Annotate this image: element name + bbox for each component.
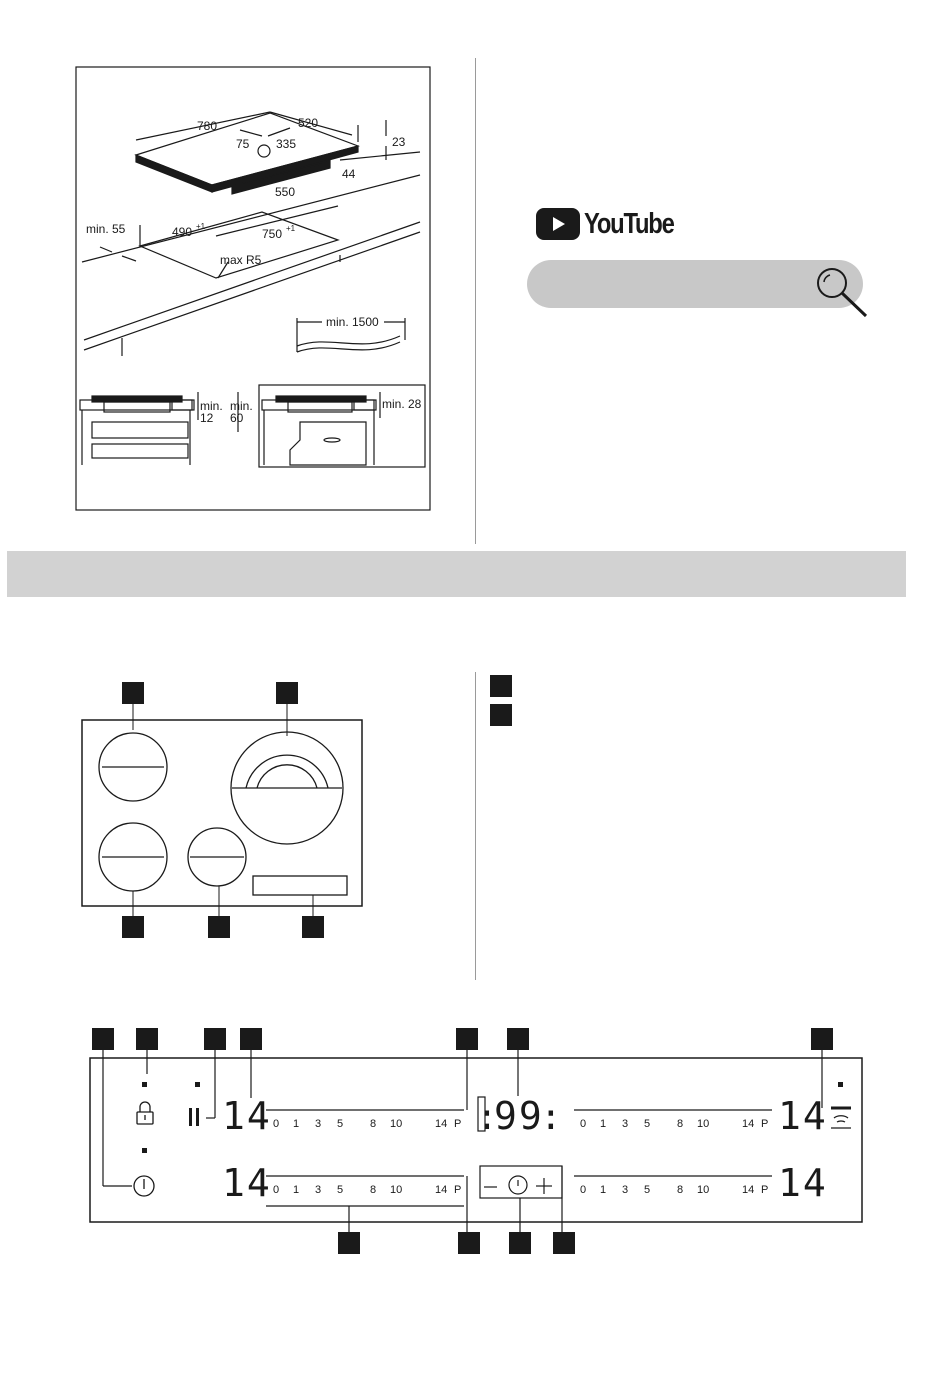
callout-marker <box>122 682 144 704</box>
dim-44: 44 <box>342 167 356 181</box>
column-divider-top <box>475 58 476 544</box>
youtube-logo <box>536 206 693 242</box>
drawing-path <box>837 1121 845 1122</box>
drawing-text: 3 <box>622 1118 629 1130</box>
drawing-polygon <box>290 422 366 465</box>
timer-display-group <box>476 1094 564 1138</box>
drawing-line <box>842 293 866 316</box>
drawing-rect <box>509 1232 531 1254</box>
drawing-text: P <box>454 1184 462 1196</box>
hob-to-hood-icon <box>831 1108 851 1128</box>
drawing-rect <box>136 1028 158 1050</box>
dim-490: 490 <box>172 225 193 239</box>
installation-diagram <box>0 0 470 530</box>
drawing-text: 8 <box>370 1118 377 1130</box>
drawing-text: 1 <box>600 1118 607 1130</box>
dim-min-55: min. 55 <box>86 222 126 236</box>
level-display-top-right: 14 <box>778 1094 828 1138</box>
level-display-bottom-right: 14 <box>778 1161 828 1205</box>
drawing-rect <box>338 1232 360 1254</box>
drawing-text: P <box>761 1184 769 1196</box>
drawing-text: P <box>761 1118 769 1130</box>
drawing-text: 0 <box>580 1118 587 1130</box>
drawing-rect <box>204 1028 226 1050</box>
list-marker <box>490 704 512 726</box>
control-panel-area <box>253 876 347 895</box>
search-input[interactable] <box>547 270 811 300</box>
drawing-g <box>103 1050 822 1186</box>
power-icon <box>134 1176 154 1196</box>
hob-drawing <box>136 112 420 194</box>
power-scale-top-left <box>273 1118 461 1130</box>
power-scale-top-right <box>580 1118 768 1130</box>
drawing-circle <box>818 269 846 297</box>
callout-marker <box>276 682 298 704</box>
play-icon <box>536 208 580 240</box>
dim-490-tolerance: +1 <box>196 222 206 231</box>
drawing-rect <box>276 396 366 402</box>
search-icon[interactable] <box>810 264 872 322</box>
drawing-text: 0 <box>273 1118 280 1130</box>
timer-controls <box>480 1166 562 1198</box>
drawing-text: 14 <box>435 1118 448 1130</box>
drawing-rect <box>456 1028 478 1050</box>
drawing-rect <box>553 1232 575 1254</box>
control-panel-diagram <box>0 1020 950 1270</box>
list-marker <box>490 675 512 697</box>
hob-surface <box>82 720 362 906</box>
level-display-bottom-left: 14 <box>222 1161 272 1205</box>
power-scale-bottom-right <box>580 1184 768 1196</box>
drawing-text: : <box>540 1097 564 1138</box>
drawing-text: P <box>454 1118 462 1130</box>
drawing-text: 1 <box>600 1184 607 1196</box>
drawing-rect <box>196 1108 199 1126</box>
drawing-text: 8 <box>677 1184 684 1196</box>
dim-750: 750 <box>262 227 283 241</box>
dim-750-tolerance: +1 <box>286 224 296 233</box>
drawing-rect <box>92 422 188 438</box>
pause-icon <box>189 1108 199 1126</box>
drawing-rect <box>142 1148 147 1153</box>
drawing-rect <box>92 1028 114 1050</box>
drawing-text: 3 <box>315 1184 322 1196</box>
callout-marker <box>208 916 230 938</box>
power-scale-bottom-left <box>273 1184 461 1196</box>
drawing-text: 8 <box>370 1184 377 1196</box>
callout-marker <box>122 916 144 938</box>
drawing-rect <box>458 1232 480 1254</box>
cooking-zones-diagram <box>0 670 470 950</box>
column-divider-middle <box>475 672 476 980</box>
drawing-g <box>99 732 347 895</box>
drawing-text: 5 <box>337 1118 344 1130</box>
dim-23: 23 <box>392 135 406 149</box>
drawing-rect <box>92 444 188 458</box>
drawing-rect <box>838 1082 843 1087</box>
control-panel-frame <box>90 1058 862 1222</box>
drawing-line <box>268 128 290 136</box>
drawing-path <box>140 1102 150 1112</box>
dim-12: 12 <box>200 411 214 425</box>
timer-display: 99 <box>494 1094 544 1138</box>
dim-335: 335 <box>276 137 297 151</box>
drawing-text: 10 <box>390 1118 403 1130</box>
dim-520: 520 <box>298 116 319 130</box>
section-header-band <box>7 551 906 597</box>
drawing-text: 1 <box>293 1118 300 1130</box>
drawing-text: : <box>476 1097 500 1138</box>
drawing-ellipse <box>324 438 340 442</box>
drawing-line <box>240 130 262 136</box>
drawing-rect <box>189 1108 192 1126</box>
drawing-line <box>100 247 112 252</box>
drawing-text: 0 <box>273 1184 280 1196</box>
drawing-rect <box>507 1028 529 1050</box>
dim-cable-min-1500: min. 1500 <box>326 315 379 329</box>
power-connection-icon <box>258 145 270 157</box>
dim-min-28: min. 28 <box>382 397 422 411</box>
drawing-text: 10 <box>390 1184 403 1196</box>
drawing-text: 8 <box>677 1118 684 1130</box>
youtube-logo-text: YouTube <box>584 207 674 240</box>
drawing-text: 0 <box>580 1184 587 1196</box>
drawing-path <box>297 336 400 346</box>
drawing-text: 5 <box>644 1184 651 1196</box>
dim-max-r5: max R5 <box>220 253 262 267</box>
drawing-line <box>122 256 136 261</box>
drawing-text: 14 <box>742 1184 755 1196</box>
drawing-path <box>834 1116 848 1118</box>
drawing-text: 14 <box>435 1184 448 1196</box>
drawing-polygon <box>136 155 212 192</box>
drawing-path <box>824 275 830 282</box>
dim-min-b: min. <box>230 399 253 413</box>
drawing-text: 3 <box>622 1184 629 1196</box>
drawing-text: 1 <box>293 1184 300 1196</box>
drawing-text: 5 <box>644 1118 651 1130</box>
dim-780: 780 <box>197 119 218 133</box>
drawing-text: 10 <box>697 1118 710 1130</box>
dim-75: 75 <box>236 137 250 151</box>
drawing-rect <box>92 396 182 402</box>
drawing-text: 3 <box>315 1118 322 1130</box>
dim-min-a: min. <box>200 399 223 413</box>
drawing-text: 10 <box>697 1184 710 1196</box>
dim-60: 60 <box>230 411 244 425</box>
drawing-line <box>84 232 420 350</box>
drawing-rect <box>195 1082 200 1087</box>
level-display-top-left: 14 <box>222 1094 272 1138</box>
drawing-rect <box>240 1028 262 1050</box>
drawing-text: 14 <box>742 1118 755 1130</box>
dim-550: 550 <box>275 185 296 199</box>
callout-marker <box>302 916 324 938</box>
drawing-path <box>257 765 317 788</box>
drawing-rect <box>142 1082 147 1087</box>
drawing-text: 5 <box>337 1184 344 1196</box>
lock-icon <box>137 1102 153 1124</box>
drawing-rect <box>811 1028 833 1050</box>
